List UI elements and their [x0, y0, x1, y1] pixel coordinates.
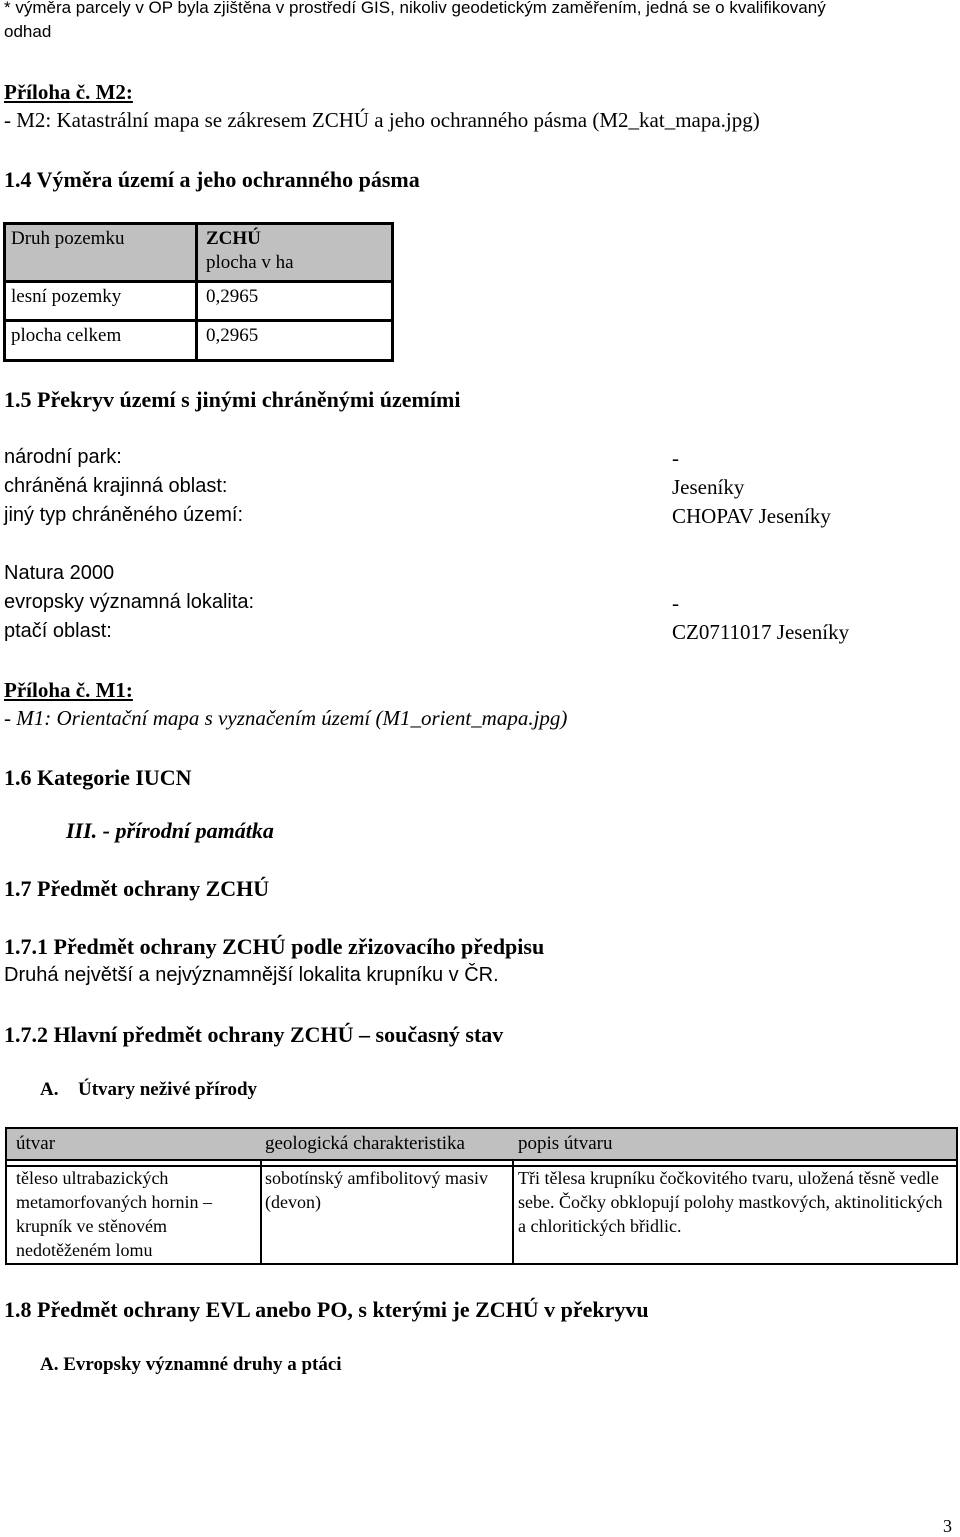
formations-table-header-bg: [7, 1129, 956, 1161]
section-1-8-subsection-a: A. Evropsky významné druhy a ptáci: [40, 1354, 342, 1375]
formations-table: [5, 1127, 958, 1265]
area-table-divider: [6, 319, 391, 322]
section-1-7-2-heading: 1.7.2 Hlavní předmět ochrany ZCHÚ – současný stav: [4, 1022, 504, 1047]
footnote-line-2: odhad: [4, 22, 52, 41]
formations-table-divider: [260, 1159, 262, 1263]
overlap-label: chráněná krajinná oblast:: [4, 475, 228, 497]
natura-label: ptačí oblast:: [4, 620, 112, 642]
formations-header-formation: útvar: [16, 1133, 56, 1154]
section-1-4-heading: 1.4 Výměra území a jeho ochranného pásma: [4, 167, 420, 192]
overlap-label: jiný typ chráněného území:: [4, 504, 244, 526]
annex-m2-item: - M2: Katastrální mapa se zákresem ZCHÚ a jeho ochranného pásma (M2_kat_mapa.jpg): [4, 108, 760, 132]
section-1-8-heading: 1.8 Předmět ochrany EVL anebo PO, s kterými je ZCHÚ v překryvu: [4, 1297, 649, 1322]
section-1-7-heading: 1.7 Předmět ochrany ZCHÚ: [4, 876, 270, 901]
page-number: 3: [943, 1516, 952, 1536]
area-table-divider: [195, 225, 198, 359]
natura-value: CZ0711017 Jeseníky: [672, 620, 850, 644]
area-table-row-value: 0,2965: [206, 286, 259, 307]
formations-header-description: popis útvaru: [518, 1133, 613, 1154]
formations-cell-formation: těleso ultrabazických metamorfovaných hornin – krupník ve stěnovém nedotěženém lomu: [16, 1168, 212, 1260]
section-1-7-1-text: Druhá největší a nejvýznamnější lokalita krupníku v ČR.: [4, 964, 499, 986]
formations-table-divider: [7, 1159, 956, 1161]
section-1-7-1-heading: 1.7.1 Předmět ochrany ZCHÚ podle zřizovacího předpisu: [4, 934, 545, 959]
natura-value: -: [672, 591, 679, 615]
formations-cell-geology: sobotínský amfibolitový masiv (devon): [265, 1168, 488, 1212]
area-table-row-value: 0,2965: [206, 325, 259, 346]
natura-label: evropsky významná lokalita:: [4, 591, 255, 613]
section-1-6-heading: 1.6 Kategorie IUCN: [4, 765, 192, 790]
area-table-header-zchu: ZCHÚ: [206, 228, 261, 249]
annex-m1-item: - M1: Orientační mapa s vyznačením území (M1_orient_mapa.jpg): [4, 706, 568, 730]
formations-header-geology: geologická charakteristika: [265, 1133, 465, 1154]
overlap-value: CHOPAV Jeseníky: [672, 504, 831, 528]
annex-m2-title: Příloha č. M2:: [4, 80, 133, 104]
overlap-value: -: [672, 446, 679, 470]
area-table-divider: [6, 280, 391, 283]
overlap-label: národní park:: [4, 446, 122, 468]
area-table-row-label: lesní pozemky: [11, 286, 122, 307]
footnote-line-1: * výměra parcely v OP byla zjištěna v prostředí GIS, nikoliv geodetickým zaměřením, jedná se o kvalifikovaný: [4, 0, 826, 17]
iucn-category: III. - přírodní památka: [66, 818, 274, 843]
natura-title: Natura 2000: [4, 562, 115, 584]
area-table-header-type: Druh pozemku: [11, 228, 125, 249]
area-table-header-unit: plocha v ha: [206, 252, 294, 273]
overlap-value: Jeseníky: [672, 475, 745, 499]
area-table: [3, 222, 394, 362]
area-table-row-label: plocha celkem: [11, 325, 122, 346]
formations-table-divider: [512, 1159, 514, 1263]
subsection-a-letter: A.: [40, 1079, 59, 1100]
formations-cell-description: Tři tělesa krupníku čočkovitého tvaru, uložená těsně vedle sebe. Čočky obklopují polohy mastkových, aktinolitických a chloritických břidlic.: [518, 1168, 943, 1236]
subsection-a-title: Útvary neživé přírody: [78, 1079, 258, 1100]
section-1-5-heading: 1.5 Překryv území s jinými chráněnými územími: [4, 387, 461, 412]
annex-m1-title: Příloha č. M1:: [4, 678, 133, 702]
